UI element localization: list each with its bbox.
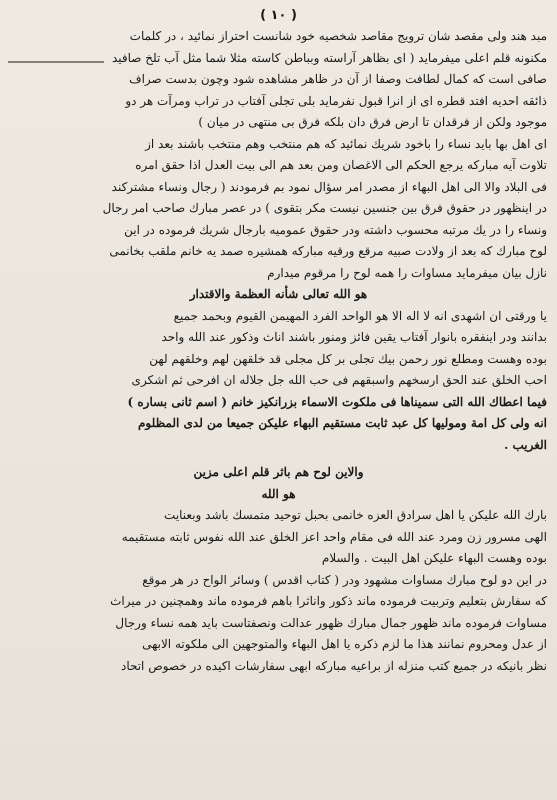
text-line: يا ورقتى ان اشهدى انه لا اله الا هو الواحد الفرد المهيمن القيوم وبحمد جميع [173, 308, 547, 323]
text-line: بوده وهست ومطلع نور رحمن بيك تجلى بر كل مجلى قد خلقهن لهم وخلقهم لهن [149, 351, 547, 366]
text-line: فى البلاد والا الى اهل البهاء از مصدر امر سؤال نمود بم فرمودند ( رجال ونساء مشتركند [111, 179, 547, 194]
page-number: ( ۱۰ ) [260, 8, 297, 23]
heading-tablet-intro: والاين لوح هم باثر قلم اعلى مزين [193, 465, 364, 479]
text-line: الهى مسرور زن ومرد عند الله فى مقام واحد اعز الخلق عند الله نفوس ثابته مستقيمه [121, 529, 547, 544]
text-line: بارك الله عليكن يا اهل سرادق العزه خانمى بحبل توحيد متمسك باشد وبعنايت [164, 508, 547, 522]
text-line: ذائقه احديه افتد قطره‌ اى از انرا قبول نفرمايد بلى تجلى آفتاب در تراب ومرآت هر دو [125, 93, 547, 108]
text-line: الغريب . [504, 437, 547, 452]
text-line: ونساء را در يك مرتبه محسوب داشته ودر حقوق عموميه بارجال شريك فرموده در اين [124, 222, 547, 237]
text-line: نظر بانيكه در جميع كتب منزله از براعيه مباركه ابهى سفارشات اكيده در خصوص اتحاد [120, 658, 547, 673]
text-line: موجود ولكن از فرقدان تا ارض فرق دان بلكه فرق بى منتهى در ميان ) [198, 115, 547, 129]
text-line: لوح مبارك كه بعد از ولادت صبيه مرقع ورقيه مباركه همشيره صمد يه خانم ملقب بخانمى [109, 244, 547, 258]
text-line: بوده وهست البهاء عليكن اهل البيت . والسلام [321, 551, 547, 565]
heading-huwallah: هو الله [261, 486, 296, 501]
text-line: احب الخلق عند الحق ارسخهم واسبقهم فى حب الله جل جلاله ان افرحى ثم اشكرى [131, 373, 547, 387]
text-line: نازل بيان ميفرمايد مساوات را همه لوح را مرقوم ميدارم [267, 265, 547, 280]
paragraph-section-2-bold [10, 392, 547, 457]
document-body [10, 26, 547, 677]
text-line: تلاوت آيه مباركه يرجع الحكم الى الاغصان ومن بعد هم الى بيت العدل اذا حقق امره [135, 158, 547, 172]
text-line: مبد هند ولى مقصد شان ترويج مقاصد شخصيه خود شانست احتراز نمائيد ، در كلمات [129, 29, 547, 43]
text-line: كه سفارش بتعليم وتربيت فرموده ماند ذكور واناثرا باهم فرموده ماند وهمچنين در ميراث [110, 594, 547, 608]
text-line: مكنونه قلم اعلى ميفرمايد ( اى بظاهر آراسته وبباطن كاسته مثلا شما مثل آب تلخ صافيد [111, 50, 547, 65]
paragraph-section-3 [10, 505, 547, 677]
text-line: از عدل ومحروم نمانند هذا ما لزم ذكره يا اهل البهاء والمتوجهين الى ملكوته الابهى [142, 637, 547, 651]
text-line: اى اهل بها بايد نساء را باخود شريك نمائيد كه هم منتخب وهم منتخب باشند بعد از [145, 136, 547, 151]
text-line: در اين دو لوح مبارك مساوات مشهود ودر ( كتاب اقدس ) وسائر الواح در هر موقع [142, 572, 547, 587]
heading-invocation: هو الله تعالى شأنه العظمة والاقتدار [189, 287, 368, 301]
paragraph-section-2 [10, 306, 547, 392]
handwritten-annotation [8, 45, 104, 63]
text-line: در اينظهور در حقوق فرق بين جنسين نيست مكر بتقوى ) در عصر مبارك صاحب امر رجال [102, 201, 547, 215]
text-line: فيما اعطاك الله التى سميناها فى ملكوت الاسماء بزرانكيز خانم ( اسم ثانى بساره ) [127, 394, 547, 409]
text-line: مساوات فرموده ماند ظهور جمال مبارك ظهور عدالت ونصفتاست بايد همه نساء ورجال [115, 615, 547, 630]
paragraph-section-1 [10, 26, 547, 284]
text-line: بدانند ودر اينفقره بانوار آفتاب يقين فائز ومنور باشند اناث وذكور عند الله واحد [161, 330, 547, 344]
text-line: صافى است كه كمال لطافت وصفا از آن در ظاهر مشاهده شود وچون بدست صراف [129, 72, 547, 86]
text-line: انه ولى كل امة وموليها كل عبد ثابت مستقيم البهاء عليكن جميعا من لدى المظلوم [137, 416, 547, 430]
